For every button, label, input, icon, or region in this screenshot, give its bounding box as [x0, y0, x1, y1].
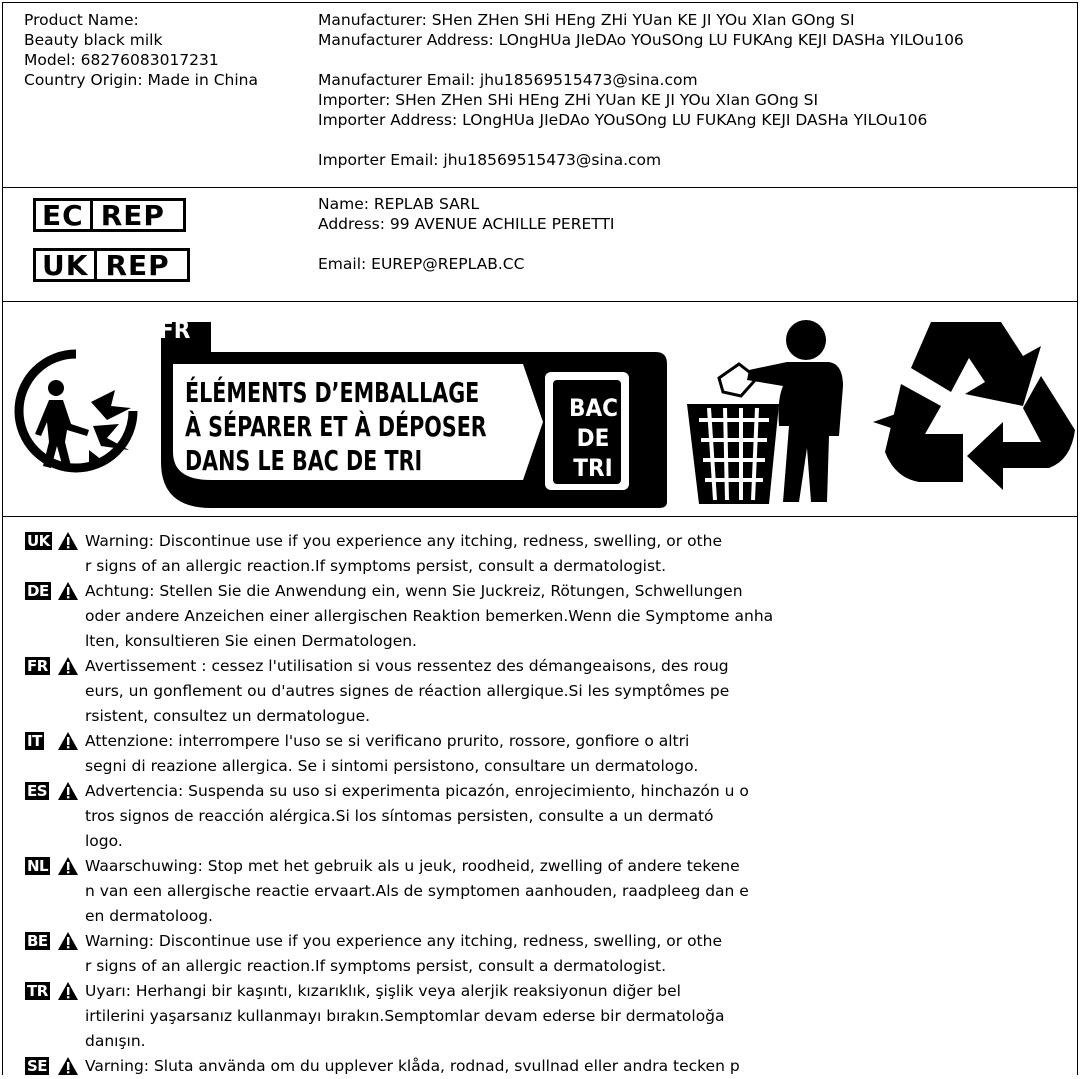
warning-triangle-icon: [57, 981, 79, 1001]
warning-triangle-icon: [57, 931, 79, 951]
importer-name: Importer: SHen ZHen SHi HEng ZHi YUan KE JI YOu XIan GOng SI: [318, 91, 819, 109]
rep-email: Email: EUREP@REPLAB.CC: [318, 255, 525, 273]
manufacturer-email: Manufacturer Email: jhu18569515473@sina.com: [318, 71, 698, 89]
uk-rep-right: REP: [105, 248, 170, 282]
manufacturer-address: Manufacturer Address: LOngHUa JIeDAo YOuSOng LU FUKAng KEJI DASHa YILOu106: [318, 31, 964, 49]
warning-text-line: Varning: Sluta använda om du upplever klåda, rodnad, svullnad eller andra tecken p: [85, 1057, 740, 1075]
ec-rep-mark: [33, 198, 186, 232]
importer-address: Importer Address: LOngHUa JIeDAo YOuSOng LU FUKAng KEJI DASHa YILOu106: [318, 111, 928, 129]
country-code-badge: ES: [27, 782, 48, 800]
country-code-badge: FR: [27, 657, 48, 675]
recycle-icon: [873, 310, 1078, 510]
warning-triangle-icon: [57, 1056, 79, 1076]
warning-triangle-icon: [57, 656, 79, 676]
warning-text-line: Warning: Discontinue use if you experience any itching, redness, swelling, or othe: [85, 932, 722, 950]
ec-rep-left: EC: [36, 201, 93, 229]
bin-text-1: BAC: [569, 394, 619, 422]
product-model: Model: 68276083017231: [24, 51, 219, 69]
product-name-value: Beauty black milk: [24, 31, 163, 49]
authorized-rep-section: [3, 188, 1077, 302]
product-name-label: Product Name:: [24, 11, 139, 29]
warning-text-line: irtilerini yaşarsanız kullanmayı bırakın.Semptomlar devam ederse bir dermatoloğa: [85, 1007, 725, 1025]
triman-line-2: À SÉPARER ET À DÉPOSER: [185, 410, 487, 443]
warning-text-line: logo.: [85, 832, 123, 850]
warning-text-line: Achtung: Stellen Sie die Anwendung ein, wenn Sie Juckreiz, Rötungen, Schwellungen: [85, 582, 743, 600]
country-code-badge: SE: [27, 1057, 48, 1075]
uk-rep-left: UK: [36, 251, 97, 279]
triman-icon: [11, 346, 141, 476]
tidyman-icon: [683, 316, 858, 506]
manufacturer-name: Manufacturer: SHen ZHen SHi HEng ZHi YUan KE JI YOu XIan GOng SI: [318, 11, 855, 29]
ec-rep-right: REP: [100, 198, 165, 232]
country-code-badge: IT: [27, 732, 42, 750]
warning-triangle-icon: [57, 731, 79, 751]
warning-text-line: oder andere Anzeichen einer allergischen Reaktion bemerken.Wenn die Symptome anha: [85, 607, 774, 625]
product-label: [2, 2, 1078, 1075]
importer-email: Importer Email: jhu18569515473@sina.com: [318, 151, 662, 169]
uk-rep-mark: [33, 248, 190, 282]
triman-line-1: ÉLÉMENTS D’EMBALLAGE: [185, 376, 480, 409]
warning-text-line: Uyarı: Herhangi bir kaşıntı, kızarıklık, şişlik veya alerjik reaksiyonun diğer bel: [85, 982, 681, 1000]
warning-text-line: Avertissement : cessez l'utilisation si vous ressentez des démangeaisons, des roug: [85, 657, 729, 675]
country-code-badge: DE: [27, 582, 49, 600]
country-origin: Country Origin: Made in China: [24, 71, 259, 89]
warning-text-line: segni di reazione allergica. Se i sintomi persistono, consultare un dermatologo.: [85, 757, 699, 775]
warning-text-line: Advertencia: Suspenda su uso si experimenta picazón, enrojecimiento, hinchazón u o: [85, 782, 749, 800]
bin-text-2: DE: [576, 424, 610, 452]
rep-name: Name: REPLAB SARL: [318, 195, 480, 213]
bin-text-3: TRI: [573, 454, 613, 482]
warning-text-line: Attenzione: interrompere l'uso se si verificano prurito, rossore, gonfiore o altri: [85, 732, 690, 750]
warning-triangle-icon: [57, 581, 79, 601]
warning-text-line: tros signos de reacción alérgica.Si los síntomas persisten, consulte a un dermató: [85, 807, 714, 825]
warning-text-line: n van een allergische reactie ervaart.Als de symptomen aanhouden, raadpleeg dan e: [85, 882, 749, 900]
product-info-section: [3, 3, 1077, 188]
warning-triangle-icon: [57, 856, 79, 876]
warning-text-line: r signs of an allergic reaction.If symptoms persist, consult a dermatologist.: [85, 957, 667, 975]
rep-address: Address: 99 AVENUE ACHILLE PERETTI: [318, 215, 615, 233]
warning-text-line: Warning: Discontinue use if you experience any itching, redness, swelling, or othe: [85, 532, 722, 550]
warning-text-line: r signs of an allergic reaction.If symptoms persist, consult a dermatologist.: [85, 557, 667, 575]
warning-text-line: rsistent, consultez un dermatologue.: [85, 707, 371, 725]
warning-text-line: en dermatoloog.: [85, 907, 213, 925]
country-code-badge: NL: [27, 857, 49, 875]
country-code-badge: UK: [27, 532, 50, 550]
warning-text-line: eurs, un gonflement ou d'autres signes de réaction allergique.Si les symptômes pe: [85, 682, 730, 700]
country-code-badge: TR: [27, 982, 48, 1000]
warning-text-line: lten, konsultieren Sie einen Dermatologen.: [85, 632, 417, 650]
country-code-badge: BE: [27, 932, 48, 950]
warning-text-line: Waarschuwing: Stop met het gebruik als u jeuk, roodheid, zwelling of andere tekene: [85, 857, 740, 875]
warning-triangle-icon: [57, 531, 79, 551]
triman-line-3: DANS LE BAC DE TRI: [185, 444, 423, 477]
fr-country-code: FR: [159, 316, 191, 344]
warning-text-line: danışın.: [85, 1032, 146, 1050]
warnings-section: [3, 517, 1077, 1076]
warning-triangle-icon: [57, 781, 79, 801]
recycling-section: [3, 302, 1077, 517]
